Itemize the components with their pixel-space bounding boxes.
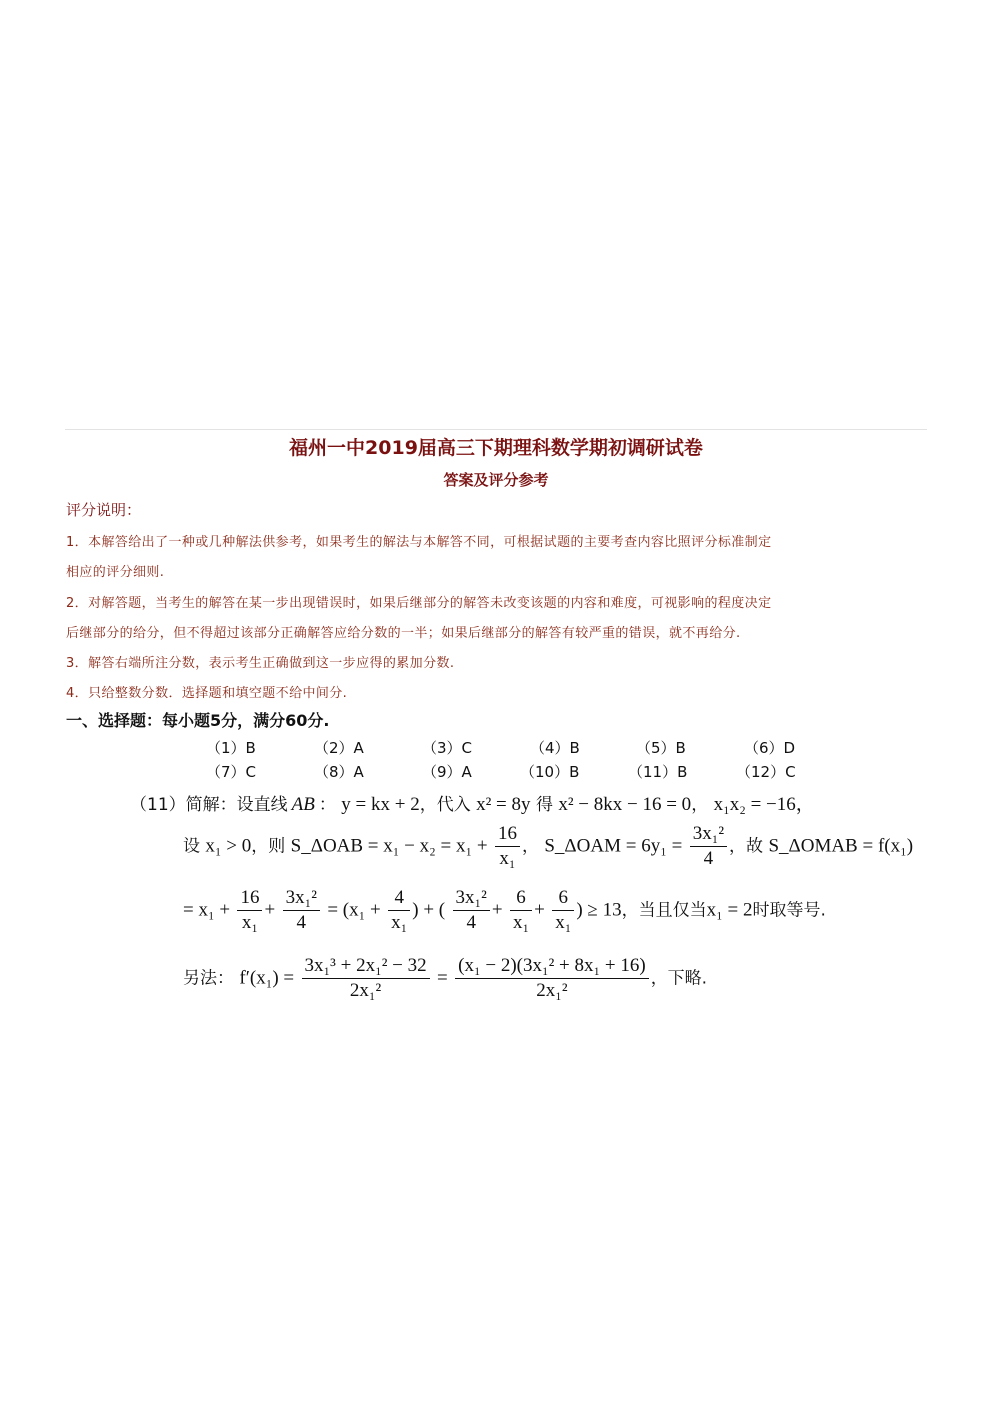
section-heading: 一、选择题：每小题5分，满分60分. (66, 711, 330, 730)
answer-item: （6）D (744, 739, 796, 757)
substitute-text: ，代入 (419, 795, 471, 815)
get-text: 得 (535, 795, 553, 815)
area-omab: S_ΔOMAB = f(x₁) (768, 835, 914, 857)
equation-quadratic: x² − 8kx − 16 = 0 (558, 794, 692, 815)
equation-line: y = kx + 2 (341, 794, 420, 815)
area-oam: S_ΔOAM = 6y₁ = (544, 835, 683, 857)
answer-item: （10）B (520, 763, 580, 781)
note-3: 3．解答右端所注分数，表示考生正确做到这一步应得的累加分数. (66, 656, 455, 671)
note-1: 1．本解答给出了一种或几种解法供参考，如果考生的解法与本解答不同，可根据试题的主要考查内容比照评分标准制定 (66, 535, 772, 550)
answer-item: （9）A (422, 763, 472, 781)
equals-sign: = (437, 967, 448, 989)
area-oab: S_ΔOAB = x₁ − x₂ = x₁ + (290, 835, 488, 857)
equation-product: x₁x₂ = −16， (713, 794, 815, 815)
fraction-4-over-x1: $\frac{4}{\text{x₁}}$ (388, 886, 410, 935)
fraction-16-over-x1: $\frac{16}{\text{x₁}}$ (495, 822, 520, 871)
so-text: ，故 (729, 836, 764, 857)
expr-start: = x₁ + (183, 899, 231, 921)
fraction-3x1sq-over-4: $\frac{\text{3x₁²}}{4}$ (453, 886, 490, 935)
line-ab: AB (291, 794, 315, 815)
answer-item: （11）B (628, 763, 688, 781)
equality-value: x₁ = 2 (706, 899, 753, 921)
note-2: 2．对解答题，当考生的解答在某一步出现错误时，如果后继部分的解答未改变该题的内容和难度，可视影响的程度决定 (66, 596, 772, 611)
derivative: f′(x₁) = (239, 967, 295, 989)
top-divider (65, 429, 927, 430)
answer-item: （4）B (530, 739, 580, 757)
fraction-3x1sq-over-4: $\frac{\text{3x₁²}}{4}$ (283, 886, 320, 935)
inequality-result: ) ≥ 13 (576, 899, 622, 921)
solution-line-4 (183, 954, 707, 1003)
answer-item: （2）A (314, 739, 364, 757)
alt-method-label: 另法： (183, 968, 234, 989)
solution-line-2: 设 x₁ > 0，则 S_ΔOAB = x₁ − x₂ = x₁ + $\frac{16}{\text{x₁}}$ ， S_ΔOAM = 6y₁ = $\frac{\text{3x₁²}}{4}$ ，故 S_ΔOMAB = f(x₁) (183, 823, 914, 869)
page-subtitle: 答案及评分参考 (443, 471, 549, 489)
fraction-16-over-x1: $\frac{16}{\text{x₁}}$ (237, 886, 262, 935)
answer-item: （7）C (206, 763, 257, 781)
fraction-6-over-x1: $\frac{6}{\text{x₁}}$ (510, 886, 532, 935)
solution-line-1: （11）简解：设直线 AB ： y = kx + 2，代入 x² = 8y 得 x² − 8kx − 16 = 0， x₁x₂ = −16， (130, 794, 815, 815)
equality-text: ，当且仅当 (621, 900, 707, 921)
fraction-6-over-x1: $\frac{6}{\text{x₁}}$ (552, 886, 574, 935)
condition: x₁ > 0 (205, 835, 252, 857)
derivative-fraction-2: $\frac{\text{(x₁ − 2)(3x₁² + 8x₁ + 16)}}{\text{2x₁²}}$ (455, 954, 649, 1003)
answer-item: （5）B (636, 739, 686, 757)
derivative-fraction-1: $\frac{\text{3x₁³ + 2x₁² − 32}}{\text{2x₁²}}$ (302, 954, 430, 1003)
note-4: 4．只给整数分数．选择题和填空题不给中间分. (66, 686, 348, 701)
equation-parabola: x² = 8y (476, 794, 531, 815)
notes-heading: 评分说明： (66, 501, 142, 519)
note-1-cont: 相应的评分细则. (66, 565, 165, 580)
solution-line-3: = x₁ + $\frac{16}{\text{x₁}}$ + $\frac{\text{3x₁²}}{4}$ = (x₁ + $\frac{4}{\text{x₁}}$ ) + ( $\frac{\text{3x₁²}}{4}$ + $\frac{6}{\text{x₁}}$ + $\frac{6}{\text{x₁}}$ ) ≥ 13，当且仅当x₁ = 2时取等号. (183, 887, 826, 933)
let-text: 设 (183, 836, 200, 857)
answer-item: （12）C (736, 763, 796, 781)
solution-label: （11）简解：设直线 (130, 795, 288, 815)
page-title: 福州一中2019届高三下期理科数学期初调研试卷 (289, 437, 703, 459)
fraction-3x1sq-over-4: $\frac{\text{3x₁²}}{4}$ (690, 822, 727, 871)
then-text: ，则 (251, 836, 286, 857)
answer-item: （8）A (314, 763, 364, 781)
answer-item: （3）C (422, 739, 473, 757)
colon: ： (318, 795, 336, 815)
note-2-cont: 后继部分的给分，但不得超过该部分正确解答应给分数的一半；如果后继部分的解答有较严重的错误，就不再给分. (66, 626, 741, 641)
expr-group-2: ) + ( (412, 899, 446, 921)
expr-group-1: = (x₁ + (327, 899, 381, 921)
equality-end: 时取等号. (752, 900, 826, 921)
omitted-text: ，下略. (650, 968, 708, 989)
answer-item: （1）B (206, 739, 256, 757)
